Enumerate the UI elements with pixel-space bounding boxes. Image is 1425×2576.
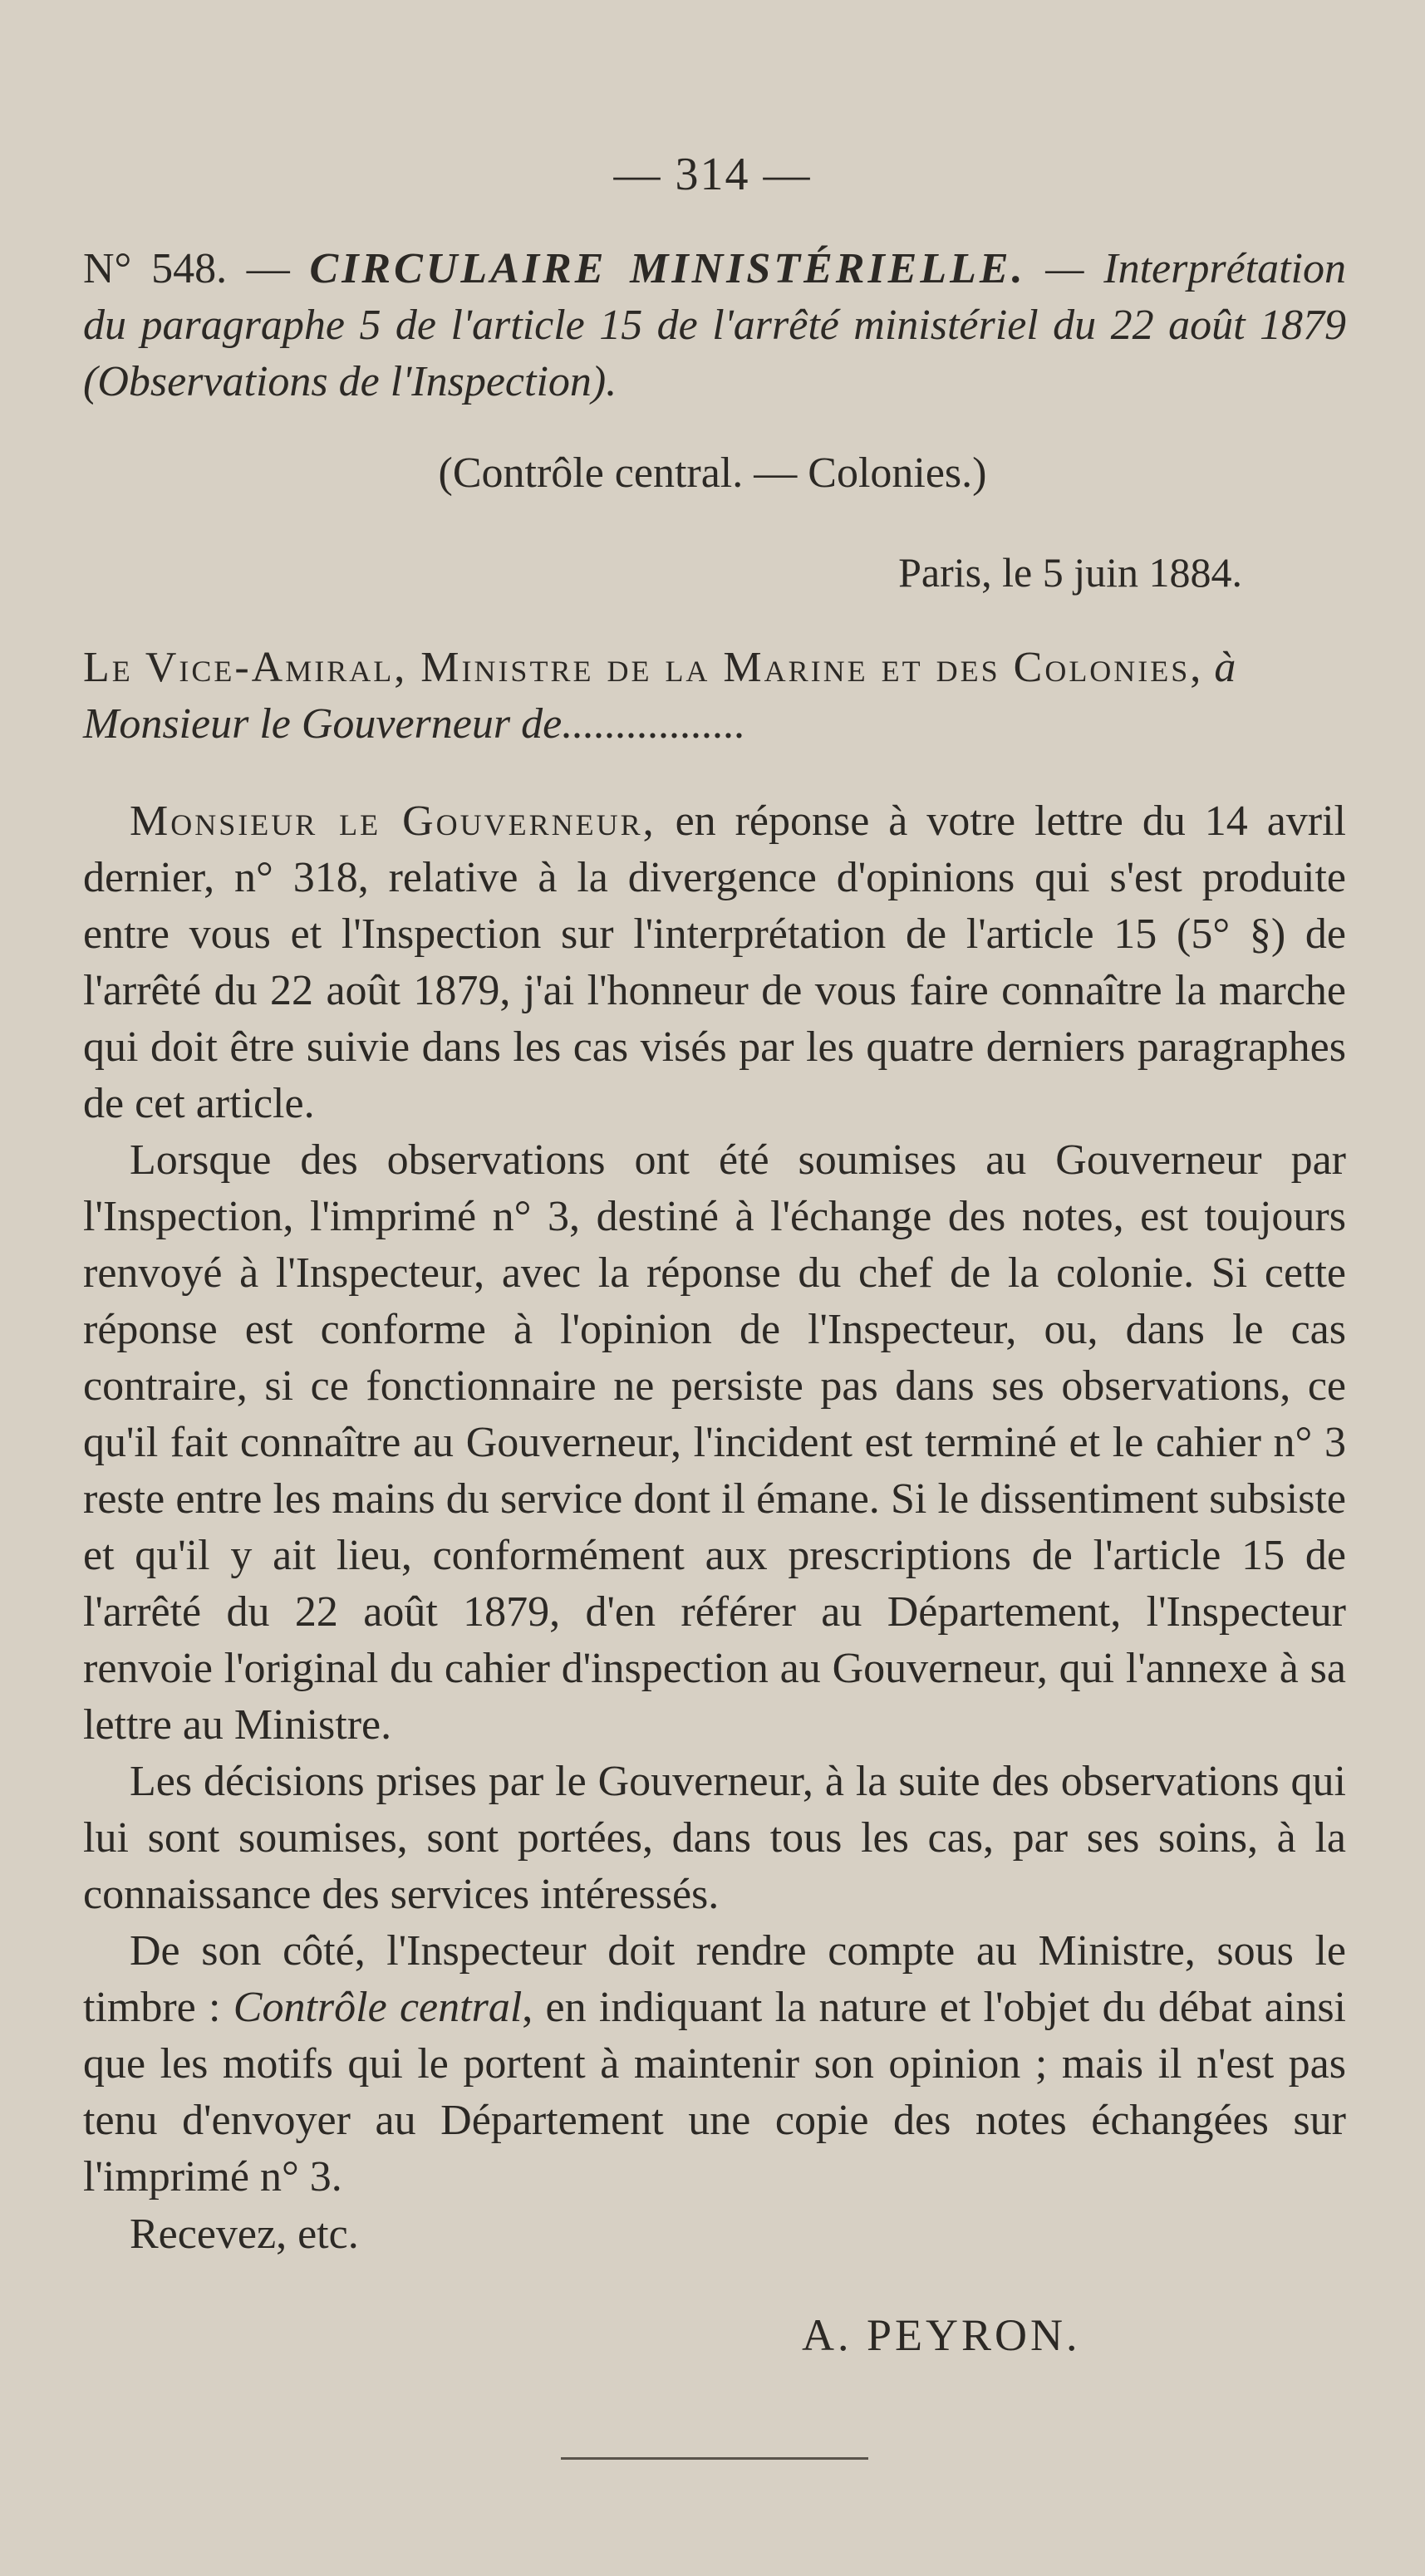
paragraph-2: Lorsque des observations ont été soumises au Gouverneur par l'Inspection, l'imprimé n° 3, destiné à l'échange des notes, est toujours renvoyé à l'Inspecteur, avec la réponse du chef de la colonie. Si cette réponse est conforme à l'opinion de l'Inspecteur, ou, dans le cas contraire, si ce fonctionnaire ne persiste pas dans ses observations, ce qu'il fait connaître au Gouverneur, l'incident est terminé et le cahier n° 3 reste entre les mains du service dont il émane. Si le dissentiment subsiste et qu'il y ait lieu, conformément aux prescriptions de l'article 15 de l'arrêté du 22 août 1879, d'en référer au Département, l'Inspecteur renvoie l'original du cahier d'inspection au Gouverneur, qui l'annexe à sa lettre au Ministre. [83, 1136, 1346, 1749]
service-line: (Contrôle central. — Colonies.) [438, 449, 987, 497]
salutation: Monsieur le Gouverneur, [130, 797, 656, 845]
closing-formula: Recevez, etc. [130, 2210, 359, 2258]
paragraph-1 [83, 793, 1346, 1132]
circular-number: N° 548. — [83, 245, 310, 292]
paragraph-4 [83, 1923, 1346, 2206]
signature: A. PEYRON. [802, 2310, 1081, 2360]
paragraph-4-emphasis: Contrôle central [233, 1984, 523, 2031]
paragraph-3: Les décisions prises par le Gouverneur, à la suite des observations qui lui sont soumises, sont portées, dans tous les cas, par ses soins, à la connaissance des services intéressés. [83, 1758, 1346, 1918]
circular-heading [83, 241, 1346, 410]
paragraph-1-text: en réponse à votre lettre du 14 avril dernier, n° 318, relative à la divergence d'opinions qui s'est produite entre vous et l'Inspection sur l'interprétation de l'article 15 (5° §) de l'arrêté du 22 août 1879, j'ai l'honneur de vous faire connaître la marche qui doit être suivie dans les cas visés par les quatre derniers paragraphes de cet article. [83, 797, 1346, 1127]
sender: Le Vice-Amiral, Ministre de la Marine et des Colonies, [83, 644, 1204, 691]
address-block [83, 640, 1346, 753]
page-number: — 314 — [613, 149, 812, 200]
circular-subtitle: — Interprétation du paragraphe 5 de l'article 15 de l'arrêté ministériel du 22 août 1879 (Observations de l'Inspection). [83, 245, 1346, 405]
recipient: à Monsieur le Gouverneur de................. [83, 644, 1236, 748]
paragraph-4-text-after: , en indiquant la nature et l'objet du débat ainsi que les motifs qui le portent à maintenir son opinion ; mais il n'est pas tenu d'envoyer au Département une copie des notes échangées sur l'imprimé n° 3. [83, 1984, 1347, 2201]
circular-title: CIRCULAIRE MINISTÉRIELLE. [309, 245, 1026, 292]
paragraph-4-text-before: De son côté, l'Inspecteur doit rendre compte au Ministre, sous le timbre : [83, 1927, 1346, 2031]
end-rule [561, 2457, 868, 2460]
letter-body [83, 793, 1346, 2206]
dateline: Paris, le 5 juin 1884. [898, 549, 1242, 596]
